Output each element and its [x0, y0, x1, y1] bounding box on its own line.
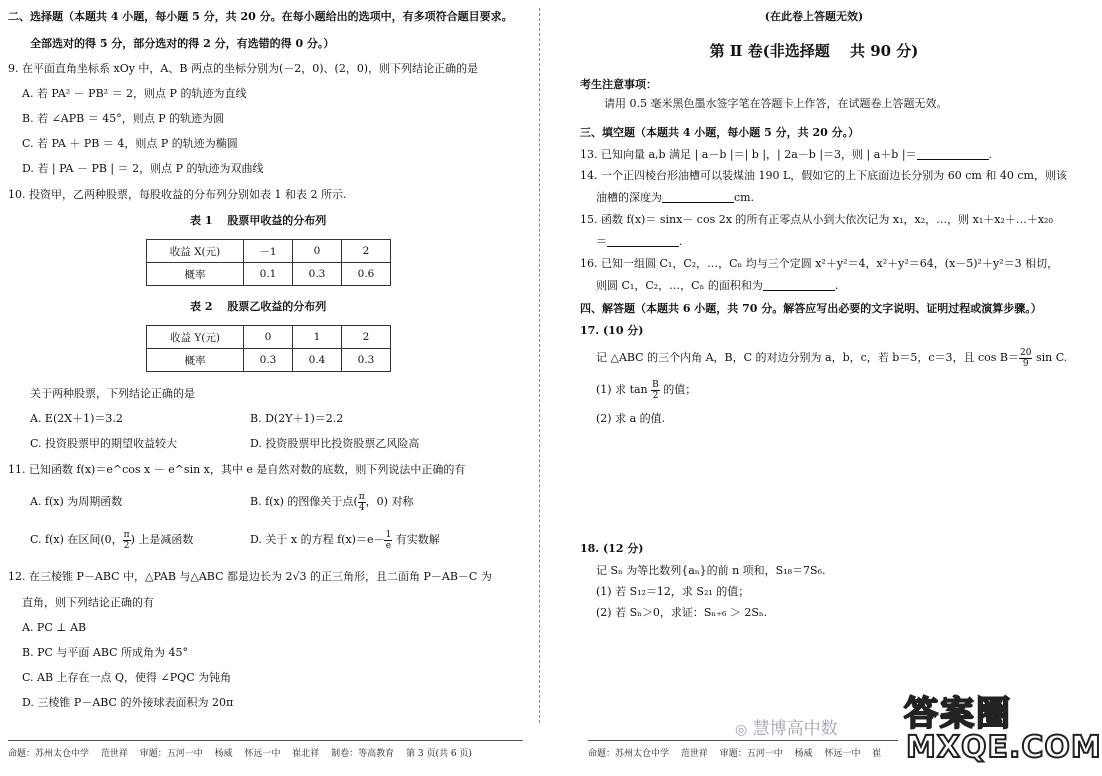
fraction-denominator: 2: [123, 540, 130, 551]
q10-option-c: C. 投资股票甲的期望收益较大: [30, 437, 178, 450]
q15-line1: 15. 函数 f(x)＝ sinx－ cos 2x 的所有正零点从小到大依次记为 x₁，x₂，…，则 x₁＋x₂＋…＋x₂₀: [580, 213, 1053, 226]
table-row: [147, 349, 391, 372]
answer-blank: [917, 149, 989, 160]
fraction: [358, 492, 366, 513]
q13: 13. 已知向量 a,b 满足 | a－b |＝| b |，| 2a－b |＝3，则 | a＋b |＝ .: [580, 148, 993, 161]
table-cell: 2: [342, 240, 391, 263]
table-cell: 0.3: [342, 349, 391, 372]
q12-stem: 12. 在三棱锥 P－ABC 中，△PAB 与△ABC 都是边长为 2√3 的正三角形，且二面角 P－AB－C 为: [8, 570, 492, 583]
table-cell: 概率: [147, 349, 244, 372]
fraction: [123, 530, 131, 551]
page-footer: 命题：苏州太仓中学 范世祥 审题：五河一中 杨威 怀远一中 崔北祥 制卷：等高教育 第 3 页(共 6 页): [8, 749, 472, 759]
footer-rule: [588, 740, 898, 741]
q12-stem-cont: 直角，则下列结论正确的有: [22, 596, 154, 609]
q11-option-b-post: ，0) 对称: [365, 495, 414, 508]
q10-table2-title: 表 2 股票乙收益的分布列: [190, 300, 327, 313]
table-cell: －1: [244, 240, 293, 263]
fraction-numerator: π: [358, 491, 365, 502]
q18-head: 18. (12 分): [580, 542, 644, 555]
page-footer: 命题：苏州太仓中学 范世祥 审题：五河一中 杨威 怀远一中 崔: [588, 749, 882, 759]
q10-table1-title: 表 1 股票甲收益的分布列: [190, 214, 327, 227]
q11-option-d-post: 有实数解: [395, 533, 440, 546]
q9-stem: 9. 在平面直角坐标系 xOy 中，A、B 两点的坐标分别为(－2，0)、(2，0)，则下列结论正确的是: [8, 62, 479, 75]
q13-text: 13. 已知向量 a,b 满足 | a－b |＝| b |，| 2a－b |＝3，则 | a＋b |＝: [580, 148, 917, 161]
fraction: [651, 380, 660, 401]
q11-option-c-post: ) 上是减函数: [130, 533, 194, 546]
table-cell: 收益 Y(元): [147, 326, 244, 349]
q17-part2: (2) 求 a 的值.: [596, 412, 666, 425]
fraction-denominator: 9: [1022, 358, 1029, 369]
q15-text: ＝: [596, 235, 607, 248]
fraction-numerator: B: [652, 379, 659, 390]
exam-notes-title: 考生注意事项：: [580, 78, 657, 91]
q17-stem: [596, 346, 1067, 370]
page-title: 第 Ⅱ 卷(非选择题 共 90 分): [709, 42, 919, 60]
table-cell: 0.6: [342, 263, 391, 286]
table-cell: 0.3: [293, 263, 342, 286]
table-cell: 2: [342, 326, 391, 349]
table-cell: 0.4: [293, 349, 342, 372]
table-cell: 0.3: [244, 349, 293, 372]
left-page: [0, 0, 538, 776]
answer-blank: [763, 280, 835, 291]
q18-part1: (1) 若 S₁₂＝12，求 S₂₁ 的值；: [596, 585, 750, 598]
fraction-numerator: 20: [1020, 347, 1032, 358]
q18-part2: (2) 若 Sₙ＞0，求证：Sₙ₊₆ ＞ 2Sₙ.: [596, 606, 768, 619]
q11-option-d-pre: D. 关于 x 的方程 f(x)＝e－: [250, 533, 385, 546]
table-cell: 1: [293, 326, 342, 349]
q9-option-b: B. 若 ∠APB ＝ 45°，则点 P 的轨迹为圆: [22, 112, 225, 125]
exam-notes: 请用 0.5 毫米黑色墨水签字笔在答题卡上作答，在试题卷上答题无效。: [604, 97, 948, 110]
table-cell: 概率: [147, 263, 244, 286]
fraction-denominator: e: [385, 540, 392, 551]
page-divider: [539, 8, 540, 723]
q11-option-c: C. f(x) 在区间(0， $\frac{\pi}{2}$ ) 上是减函数: [30, 529, 194, 551]
q14-line2: [596, 191, 754, 205]
fraction-numerator: 1: [385, 529, 392, 540]
section3-title: 三、填空题（本题共 4 小题，每小题 5 分，共 20 分。）: [580, 126, 860, 139]
table-cell: 收益 X(元): [147, 240, 244, 263]
footer-rule: [8, 740, 523, 741]
fraction: [384, 530, 392, 551]
notice: (在此卷上答题无效): [764, 10, 864, 23]
section2-title: 二、选择题（本题共 4 小题，每小题 5 分，共 20 分。在每小题给出的选项中，有多项符合题目要求。: [8, 10, 513, 23]
q17-part1-text: (1) 求 tan: [596, 383, 648, 396]
q17-text: 记 △ABC 的三个内角 A，B，C 的对边分别为 a，b，c，若 b＝5，c＝3，且 cos B＝: [596, 351, 1019, 364]
q12-option-b: B. PC 与平面 ABC 所成角为 45°: [22, 646, 189, 659]
table-cell: 0: [293, 240, 342, 263]
q11-option-d: [250, 528, 440, 552]
q16-text: 则圆 C₁，C₂，…，Cₙ 的面积和为: [596, 279, 763, 292]
q12-option-a: A. PC ⊥ AB: [22, 621, 87, 634]
table-row: [147, 263, 391, 286]
wechat-watermark: [735, 714, 838, 739]
brand-watermark-url: MXQE.COM: [906, 730, 1102, 765]
answer-blank: [607, 236, 679, 247]
q11-option-b: B. f(x) 的图像关于点( $\frac{\pi}{4}$ ，0) 对称: [250, 491, 414, 513]
section2-rule: 全部选对的得 5 分，部分选对的得 2 分，有选错的得 0 分。）: [30, 37, 335, 50]
q10-option-a: A. E(2X＋1)＝3.2: [30, 412, 123, 425]
wechat-icon: ◎: [735, 722, 748, 738]
q16-line2: 则圆 C₁，C₂，…，Cₙ 的面积和为 .: [596, 279, 839, 292]
q15-line2: ＝ .: [596, 235, 683, 248]
table-row: [147, 240, 391, 263]
right-page: [548, 0, 1080, 776]
q10-lead: 关于两种股票，下列结论正确的是: [30, 387, 195, 400]
q11-option-c-pre: C. f(x) 在区间: [30, 533, 101, 546]
section4-title: 四、解答题（本题共 6 小题，共 70 分。解答应写出必要的文字说明、证明过程或演算步骤。）: [580, 302, 1042, 315]
q10-table2: [146, 325, 391, 372]
q14-unit: cm.: [734, 191, 755, 204]
q14-line1: 14. 一个正四棱台形油槽可以装煤油 190 L，假如它的上下底面边长分别为 60 cm 和 40 cm，则该: [580, 169, 1067, 182]
q11-option-b-pre: B. f(x) 的图像关于点: [250, 495, 354, 508]
table-cell: 0.1: [244, 263, 293, 286]
q17-part1: [596, 378, 696, 402]
fraction-denominator: 4: [358, 502, 365, 513]
q9-option-c: C. 若 PA ＋ PB ＝ 4，则点 P 的轨迹为椭圆: [22, 137, 238, 150]
brand-watermark-cn: 答案圈: [904, 694, 1012, 734]
q10-option-d: D. 投资股票甲比投资股票乙风险高: [250, 437, 420, 450]
q17-text-end: sin C.: [1035, 351, 1068, 364]
q16-line1: 16. 已知一组圆 C₁，C₂，…，Cₙ 均与三个定圆 x²＋y²＝4，x²＋y²＝64，(x－5)²＋y²＝3 相切，: [580, 257, 1059, 270]
q9-option-a: A. 若 PA² － PB² ＝ 2，则点 P 的轨迹为直线: [22, 87, 247, 100]
q18-stem: 记 Sₙ 为等比数列{aₙ}的前 n 项和，S₁₈＝7S₆.: [596, 564, 826, 577]
q17-head: 17. (10 分): [580, 324, 644, 337]
q10-stem: 10. 投资甲，乙两种股票，每股收益的分布列分别如表 1 和表 2 所示.: [8, 188, 347, 201]
fraction: [1019, 348, 1032, 369]
q14-text: 油槽的深度为: [596, 191, 662, 204]
q10-option-b: B. D(2Y＋1)＝2.2: [250, 412, 344, 425]
q12-option-c: C. AB 上存在一点 Q，使得 ∠PQC 为钝角: [22, 671, 232, 684]
wechat-watermark-text: 慧博高中数: [752, 719, 838, 739]
q17-part1-end: 的值；: [663, 383, 697, 396]
answer-blank: [662, 192, 734, 203]
table-cell: 0: [244, 326, 293, 349]
table-row: [147, 326, 391, 349]
fraction-denominator: 2: [652, 390, 659, 401]
brand-watermark: [904, 686, 1102, 770]
q11-option-a: A. f(x) 为周期函数: [30, 495, 123, 508]
fraction-numerator: π: [123, 529, 130, 540]
q12-option-d: D. 三棱锥 P－ABC 的外接球表面积为 20π: [22, 696, 234, 709]
q10-table1: [146, 239, 391, 286]
q9-option-d: D. 若 | PA － PB | ＝ 2，则点 P 的轨迹为双曲线: [22, 162, 264, 175]
q11-stem: 11. 已知函数 f(x)＝e^cos x － e^sin x，其中 e 是自然对数的底数，则下列说法中正确的有: [8, 463, 466, 476]
